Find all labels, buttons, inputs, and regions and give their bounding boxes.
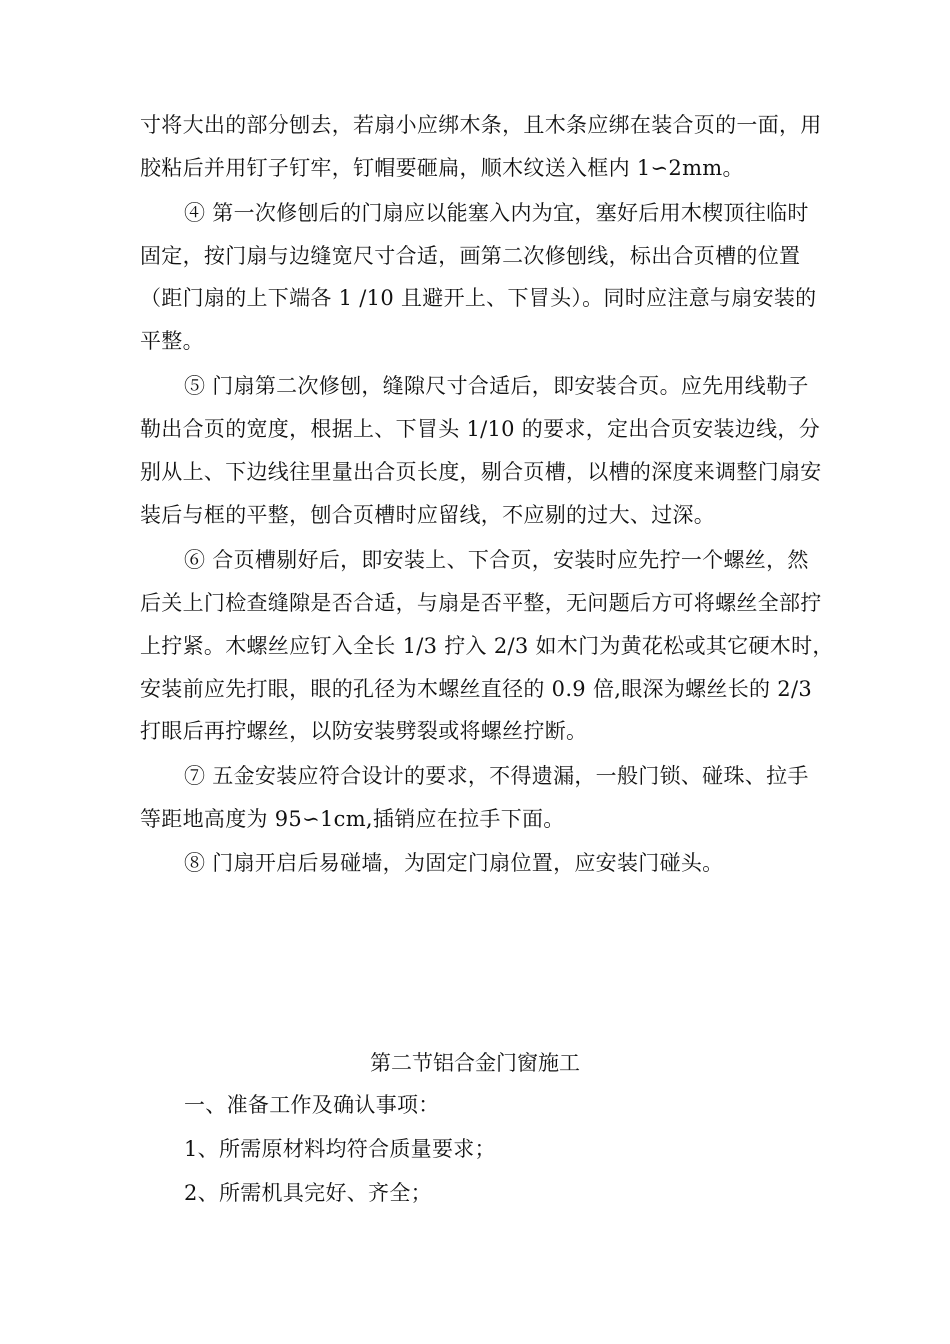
paragraph-line: 平整。 (140, 329, 204, 353)
paragraph-line: 勒出合页的宽度，根据上、下冒头 1/10 的要求，定出合页安装边线，分 (140, 417, 821, 441)
paragraph-line: 上拧紧。木螺丝应钉入全长 1/3 拧入 2/3 如木门为黄花松或其它硬木时， (140, 634, 834, 658)
section-heading: 第二节铝合金门窗施工 (370, 1051, 580, 1075)
paragraph-line: 等距地高度为 95∽1cm,插销应在拉手下面。 (140, 807, 565, 831)
paragraph-line: ⑧ 门扇开启后易碰墙，为固定门扇位置，应安装门碰头。 (184, 851, 724, 875)
paragraph-line: ⑥ 合页槽剔好后，即安装上、下合页，安装时应先拧一个螺丝，然 (184, 548, 809, 572)
paragraph-line: 装后与框的平整，刨合页槽时应留线，不应剔的过大、过深。 (140, 503, 716, 527)
paragraph-line: 打眼后再拧螺丝，以防安装劈裂或将螺丝拧断。 (140, 719, 588, 743)
paragraph-line: 后关上门检查缝隙是否合适，与扇是否平整，无问题后方可将螺丝全部拧 (140, 591, 822, 615)
section-line: 2、所需机具完好、齐全； (184, 1181, 432, 1205)
section-line: 1、所需原材料均符合质量要求； (184, 1137, 496, 1161)
paragraph-line: 胶粘后并用钉子钉牢，钉帽要砸扁，顺木纹送入框内 1∽2mm。 (140, 156, 744, 180)
paragraph-line: （距门扇的上下端各 1 /10 且避开上、下冒头）。同时应注意与扇安装的 (140, 286, 817, 310)
paragraph-line: 安装前应先打眼，眼的孔径为木螺丝直径的 0.9 倍,眼深为螺丝长的 2/3 (140, 677, 812, 701)
paragraph-line: 寸将大出的部分刨去，若扇小应绑木条，且木条应绑在装合页的一面，用 (140, 113, 822, 137)
paragraph-line: ⑤ 门扇第二次修刨，缝隙尺寸合适后，即安装合页。应先用线勒子 (184, 374, 809, 398)
paragraph-line: 别从上、下边线往里量出合页长度，剔合页槽，以槽的深度来调整门扇安 (140, 460, 822, 484)
paragraph-line: ⑦ 五金安装应符合设计的要求，不得遗漏，一般门锁、碰珠、拉手 (184, 764, 809, 788)
paragraph-line: 固定，按门扇与边缝宽尺寸合适，画第二次修刨线，标出合页槽的位置 (140, 244, 801, 268)
paragraph-line: ④ 第一次修刨后的门扇应以能塞入内为宜，塞好后用木楔顶往临时 (184, 201, 809, 225)
section-line: 一、准备工作及确认事项： (184, 1093, 440, 1117)
